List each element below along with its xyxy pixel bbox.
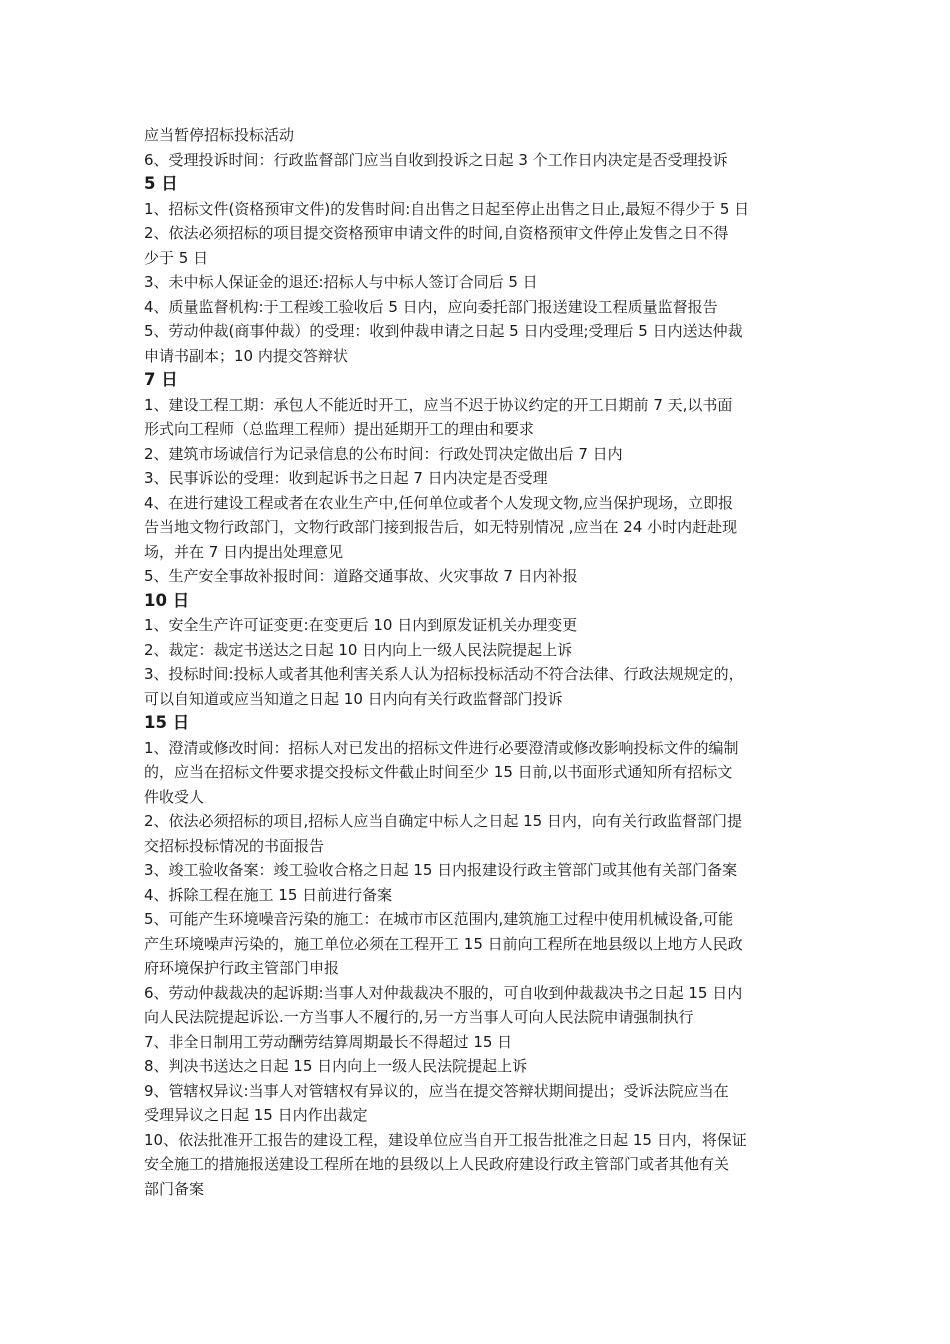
text-line: 申请书副本；10 内提交答辩状 xyxy=(144,346,348,365)
section-5-days xyxy=(144,172,814,368)
section-heading: 15 日 xyxy=(144,713,190,732)
text-line: 2、依法必须招标的项目,招标人应当自确定中标人之日起 15 日内，向有关行政监督部门提 xyxy=(144,812,742,830)
text-line: 场，并在 7 日内提出处理意见 xyxy=(144,542,344,561)
text-line: 应当暂停招标投标活动 xyxy=(144,126,295,144)
text-line: 1、招标文件(资格预审文件)的发售时间:自出售之日起至停止出售之日止,最短不得少于 5 日 xyxy=(144,199,750,218)
text-line: 告当地文物行政部门，文物行政部门接到报告后，如无特别情况 ,应当在 24 小时内赶赴现 xyxy=(144,518,738,536)
text-line: 安全施工的措施报送建设工程所在地的县级以上人民政府建设行政主管部门或者其他有关 xyxy=(144,1155,730,1173)
text-line: 8、判决书送达之日起 15 日内向上一级人民法院提起上诉 xyxy=(144,1057,528,1075)
text-line: 的，应当在招标文件要求提交投标文件截止时间至少 15 日前,以书面形式通知所有招标文 xyxy=(144,763,733,781)
text-line: 1、建设工程工期：承包人不能近时开工，应当不迟于协议约定的开工日期前 7 天,以书面 xyxy=(144,395,733,414)
text-line: 5、可能产生环境噪音污染的施工：在城市市区范围内,建筑施工过程中使用机械设备,可能 xyxy=(144,910,734,928)
section-heading: 10 日 xyxy=(144,590,190,610)
section-heading: 7 日 xyxy=(144,370,178,389)
document-page xyxy=(144,123,814,1201)
text-line: 2、依法必须招标的项目提交资格预审申请文件的时间,自资格预审文件停止发售之日不得 xyxy=(144,224,729,242)
text-line: 向人民法院提起诉讼.一方当事人不履行的,另一方当事人可向人民法院申请强制执行 xyxy=(144,1008,694,1026)
text-line: 3、竣工验收备案：竣工验收合格之日起 15 日内报建设行政主管部门或其他有关部门备案 xyxy=(144,861,738,879)
text-line: 府环境保护行政主管部门申报 xyxy=(144,959,340,977)
text-line: 部门备案 xyxy=(144,1179,205,1198)
text-line: 可以自知道或应当知道之日起 10 日内向有关行政监督部门投诉 xyxy=(144,689,563,708)
text-line: 2、建筑市场诚信行为记录信息的公布时间：行政处罚决定做出后 7 日内 xyxy=(144,444,623,463)
text-line: 4、质量监督机构:于工程竣工验收后 5 日内，应向委托部门报送建设工程质量监督报告 xyxy=(144,297,718,316)
text-line: 6、受理投诉时间：行政监督部门应当自收到投诉之日起 3 个工作日内决定是否受理投诉 xyxy=(144,150,728,169)
text-line: 3、民事诉讼的受理：收到起诉书之日起 7 日内决定是否受理 xyxy=(144,469,548,487)
text-line: 7、非全日制用工劳动酬劳结算周期最长不得超过 15 日 xyxy=(144,1032,513,1051)
text-line: 形式向工程师（总监理工程师）提出延期开工的理由和要求 xyxy=(144,420,535,438)
text-line: 3、投标时间:投标人或者其他利害关系人认为招标投标活动不符合法律、行政法规规定的， xyxy=(144,665,744,683)
section-15-days xyxy=(144,711,814,1201)
text-line: 1、澄清或修改时间：招标人对已发出的招标文件进行必要澄清或修改影响投标文件的编制 xyxy=(144,738,739,757)
intro-block xyxy=(144,123,814,172)
text-line: 2、裁定：裁定书送达之日起 10 日内向上一级人民法院提起上诉 xyxy=(144,640,573,659)
text-line: 产生环境噪声污染的，施工单位必须在工程开工 15 日前向工程所在地县级以上地方人民政 xyxy=(144,934,743,953)
text-line: 4、在进行建设工程或者在农业生产中,任何单位或者个人发现文物,应当保护现场，立即报 xyxy=(144,493,734,512)
text-line: 少于 5 日 xyxy=(144,248,209,267)
text-line: 10、依法批准开工报告的建设工程，建设单位应当自开工报告批准之日起 15 日内，将保证 xyxy=(144,1130,747,1149)
text-line: 5、生产安全事故补报时间：道路交通事故、火灾事故 7 日内补报 xyxy=(144,567,578,585)
section-7-days xyxy=(144,368,814,589)
text-line: 3、未中标人保证金的退还:招标人与中标人签订合同后 5 日 xyxy=(144,273,538,291)
section-heading: 5 日 xyxy=(144,174,178,193)
text-line: 件收受人 xyxy=(144,787,205,806)
text-line: 6、劳动仲裁裁决的起诉期:当事人对仲裁裁决不服的，可自收到仲裁裁决书之日起 15 日内 xyxy=(144,983,743,1002)
text-line: 1、安全生产许可证变更:在变更后 10 日内到原发证机关办理变更 xyxy=(144,616,578,634)
text-line: 5、劳动仲裁(商事仲裁）的受理：收到仲裁申请之日起 5 日内受理;受理后 5 日内送达仲裁 xyxy=(144,322,743,340)
text-line: 交招标投标情况的书面报告 xyxy=(144,836,325,855)
section-10-days xyxy=(144,589,814,712)
text-line: 受理异议之日起 15 日内作出裁定 xyxy=(144,1106,368,1124)
text-line: 9、管辖权异议:当事人对管辖权有异议的，应当在提交答辩状期间提出；受诉法院应当在 xyxy=(144,1081,729,1100)
text-line: 4、拆除工程在施工 15 日前进行备案 xyxy=(144,885,393,904)
